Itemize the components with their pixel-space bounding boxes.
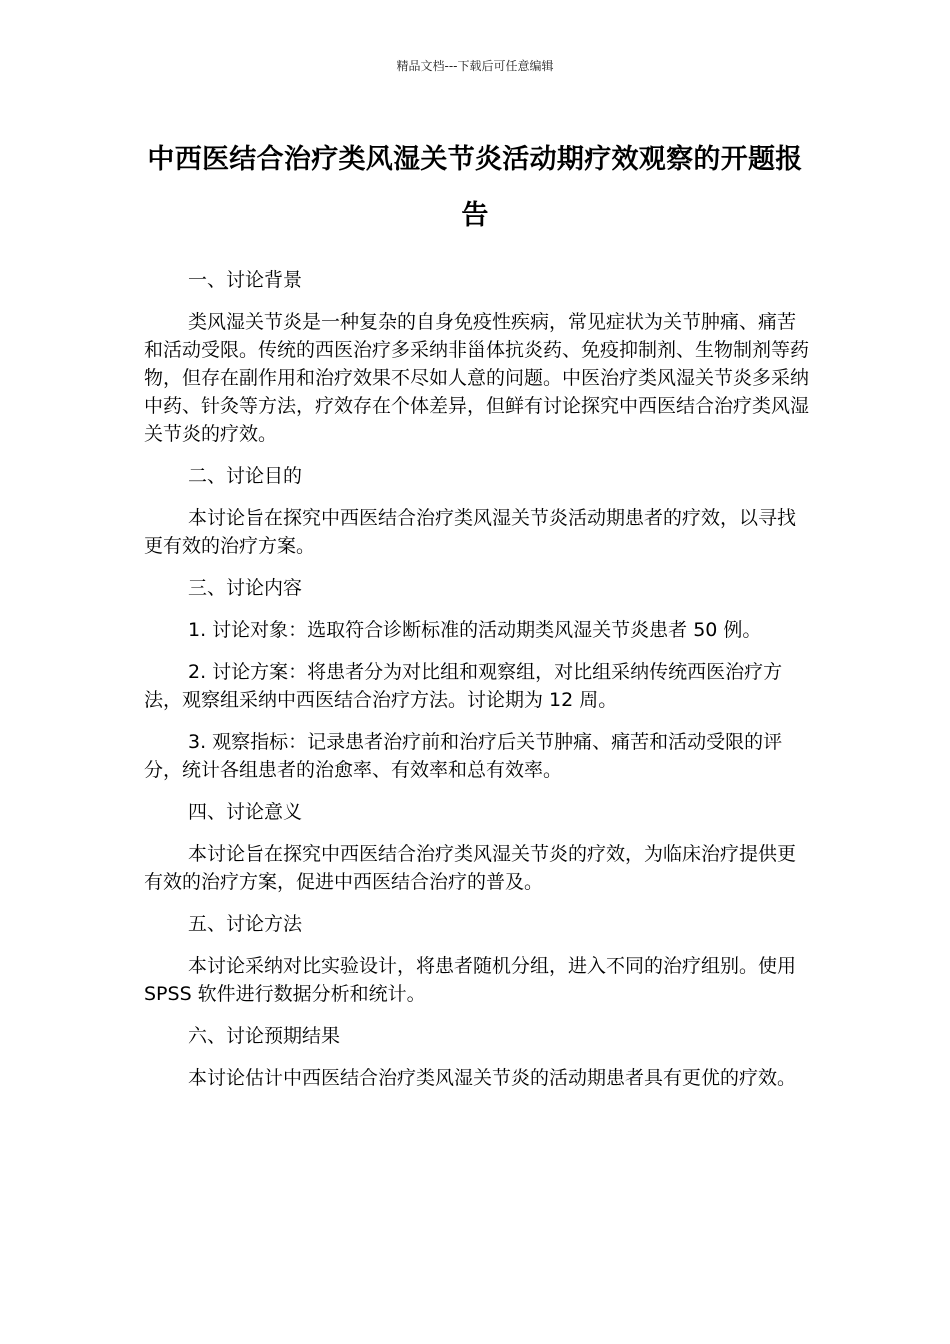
section-heading-method: 五、讨论方法 (188, 913, 303, 935)
page-header: 精品文档---下载后可任意编辑 (396, 59, 554, 73)
section-heading-content: 三、讨论内容 (188, 577, 303, 599)
section-heading-significance: 四、讨论意义 (188, 801, 303, 823)
content-item-plan: 2. 讨论方案：将患者分为对比组和观察组，对比组采纳传统西医治疗方法，观察组采纳中西医结合治疗方法。讨论期为 12 周。 (144, 661, 783, 711)
expected-results-paragraph: 本讨论估计中西医结合治疗类风湿关节炎的活动期患者具有更优的疗效。 (188, 1067, 797, 1089)
section-heading-expected-results: 六、讨论预期结果 (188, 1025, 341, 1047)
significance-paragraph: 本讨论旨在探究中西医结合治疗类风湿关节炎的疗效，为临床治疗提供更有效的治疗方案，促进中西医结合治疗的普及。 (144, 843, 797, 893)
background-paragraph: 类风湿关节炎是一种复杂的自身免疫性疾病，常见症状为关节肿痛、痛苦和活动受限。传统的西医治疗多采纳非甾体抗炎药、免疫抑制剂、生物制剂等药物，但存在副作用和治疗效果不尽如人意的问题。中医治疗类风湿关节炎多采纳中药、针灸等方法，疗效存在个体差异，但鲜有讨论探究中西医结合治疗类风湿关节炎的疗效。 (144, 311, 810, 445)
document-body (144, 266, 812, 1106)
document-title: 中西医结合治疗类风湿关节炎活动期疗效观察的开题报告 (147, 144, 803, 231)
method-paragraph: 本讨论采纳对比实验设计，将患者随机分组，进入不同的治疗组别。使用 SPSS 软件进行数据分析和统计。 (144, 955, 797, 1005)
section-heading-purpose: 二、讨论目的 (188, 465, 303, 487)
section-heading-background: 一、讨论背景 (188, 269, 303, 291)
purpose-paragraph: 本讨论旨在探究中西医结合治疗类风湿关节炎活动期患者的疗效，以寻找更有效的治疗方案。 (144, 507, 797, 557)
content-item-indicators: 3. 观察指标：记录患者治疗前和治疗后关节肿痛、痛苦和活动受限的评分，统计各组患者的治愈率、有效率和总有效率。 (144, 731, 783, 781)
content-item-subjects: 1. 讨论对象：选取符合诊断标准的活动期类风湿关节炎患者 50 例。 (188, 619, 762, 641)
